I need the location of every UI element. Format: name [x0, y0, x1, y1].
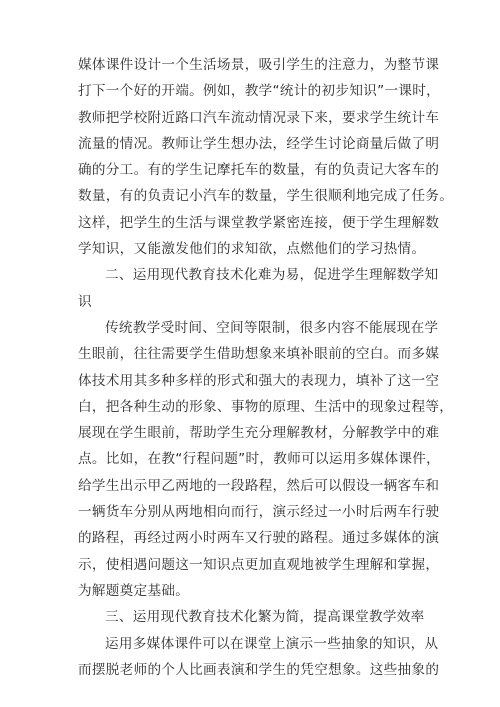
text-line: 确的分工。有的学生记摩托车的数量，有的负责记大客车的 — [78, 162, 440, 179]
text-line: 生眼前，往往需要学生借助想象来填补眼前的空白。而多媒 — [78, 346, 440, 363]
text-line: 展现在学生眼前，帮助学生充分理解教材，分解教学中的难 — [78, 425, 440, 442]
text-line: 流量的情况。教师让学生想办法，经学生讨论商量后做了明 — [78, 135, 440, 152]
text-line: 学知识，又能激发他们的求知欲，点燃他们的学习热情。 — [78, 241, 426, 258]
text-line: 三、运用现代教育技术化繁为简，提高课堂教学效率 — [105, 609, 425, 626]
text-line: 白，把各种生动的形象、事物的原理、生活中的现象过程等， — [78, 398, 454, 415]
text-line: 示，使相遇问题这一知识点更加直观地被学生理解和掌握， — [78, 556, 440, 573]
text-line: 媒体课件设计一个生活场景，吸引学生的注意力，为整节课 — [78, 57, 440, 73]
text-line: 体技术用其多种多样的形式和强大的表现力，填补了这一空 — [78, 372, 440, 389]
text-line: 一辆货车分别从两地相向而行，演示经过一小时后两车行驶 — [78, 504, 440, 521]
text-line: 运用多媒体课件可以在课堂上演示一些抽象的知识，从 — [105, 635, 439, 652]
text-line: 为解题奠定基础。 — [78, 582, 190, 599]
text-line: 数量，有的负责记小汽车的数量，学生很顺利地完成了任务。 — [78, 188, 454, 205]
text-line: 点。比如，在教“行程问题”时，教师可以运用多媒体课件， — [78, 451, 441, 468]
text-line: 的路程，再经过两小时两车又行驶的路程。通过多媒体的演 — [78, 530, 440, 547]
text-line: 识 — [78, 293, 92, 310]
text-line: 传统教学受时间、空间等限制，很多内容不能展现在学 — [105, 319, 439, 336]
text-line: 这样，把学生的生活与课堂教学紧密连接，便于学生理解数 — [78, 214, 440, 231]
text-line: 二、运用现代教育技术化难为易，促进学生理解数学知 — [105, 267, 439, 284]
text-line: 给学生出示甲乙两地的一段路程，然后可以假设一辆客车和 — [78, 477, 440, 494]
text-line: 教师把学校附近路口汽车流动情况录下来，要求学生统计车 — [78, 109, 440, 126]
text-line: 打下一个好的开端。例如，教学“统计的初步知识”一课时， — [78, 83, 441, 100]
document-body — [78, 52, 454, 683]
text-line: 而摆脱老师的个人比画表演和学生的凭空想象。这些抽象的 — [78, 661, 440, 678]
